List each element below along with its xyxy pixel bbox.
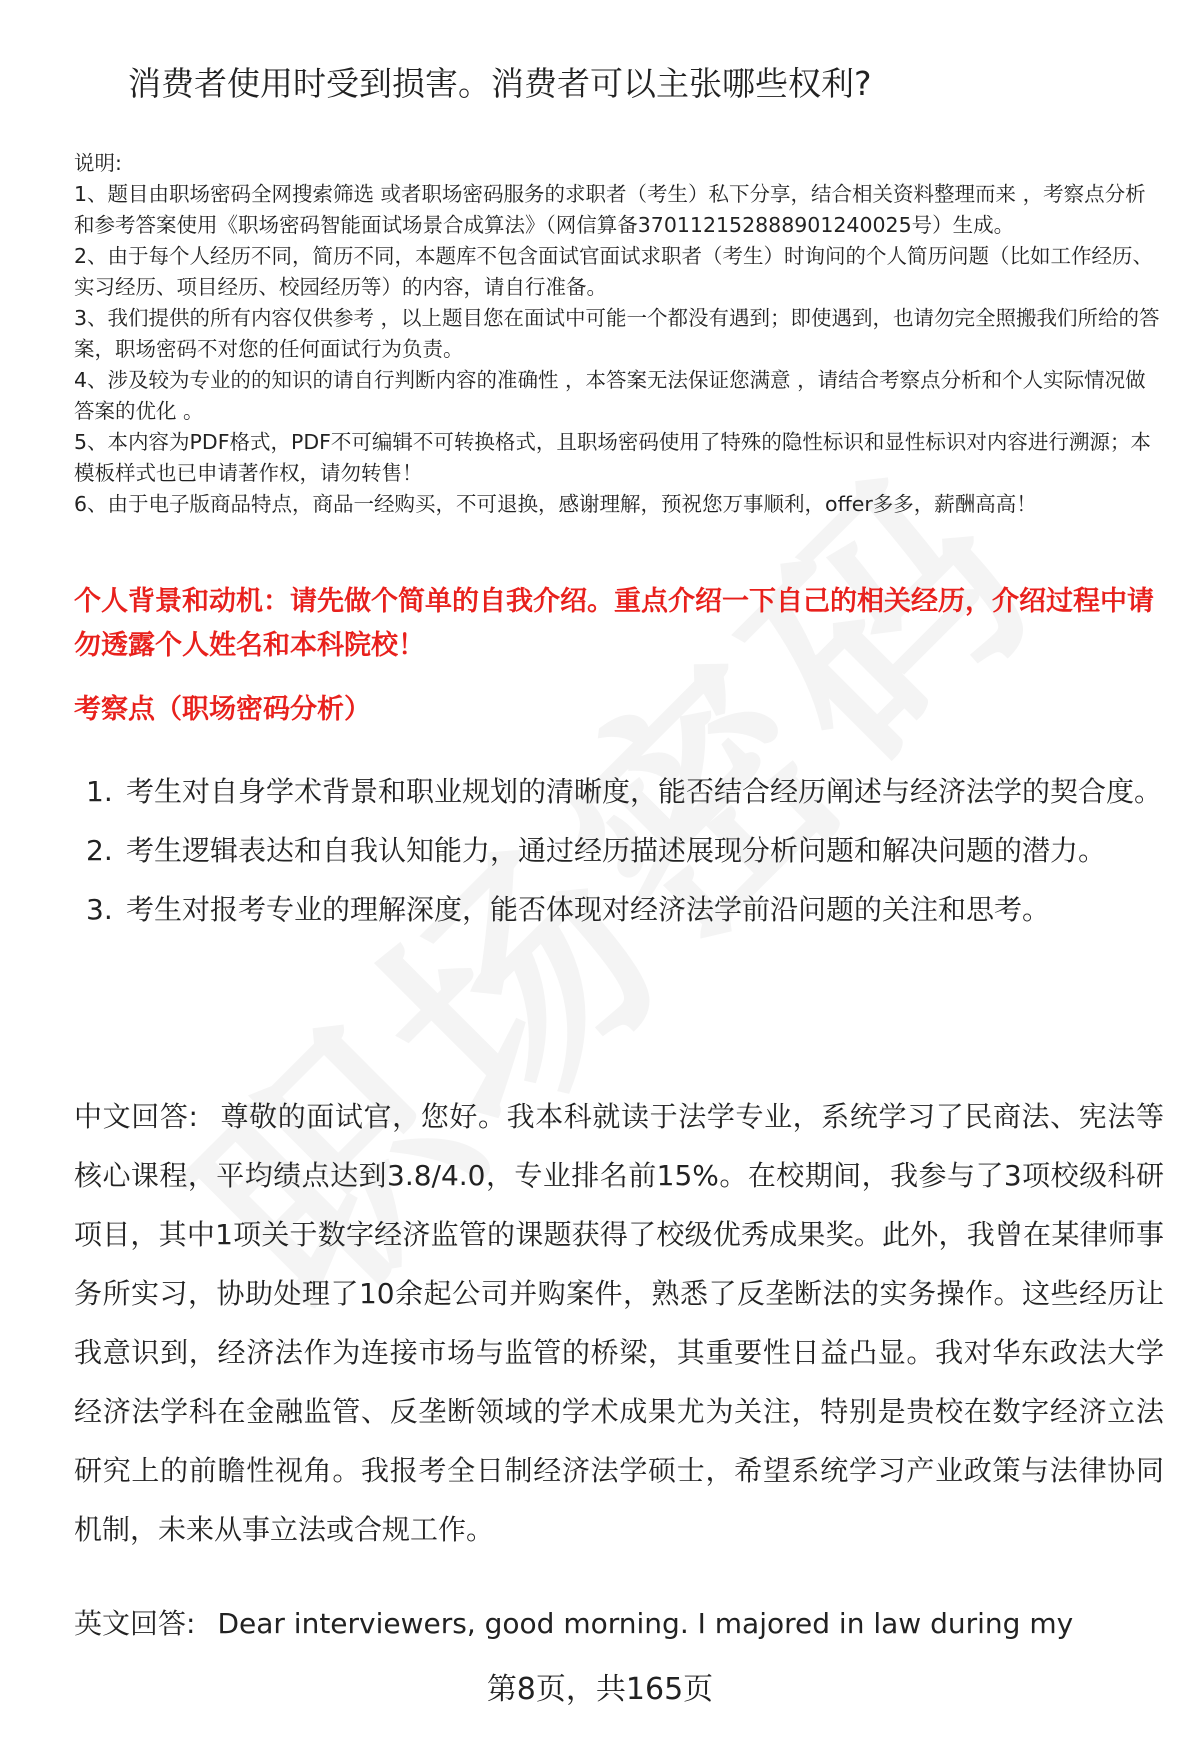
analysis-point [74,821,1164,880]
note-item: 2、由于每个人经历不同，简历不同，本题库不包含面试官面试求职者（考生）时询问的个人简历问题（比如工作经历、实习经历、项目经历、校园经历等）的内容，请自行准备。 [74,244,1154,299]
page-footer: 第8页，共165页 [486,1672,714,1707]
analysis-point [74,762,1164,821]
note-item: 3、我们提供的所有内容仅供参考 ，以上题目您在面试中可能一个都没有遇到；即使遇到，也请勿完全照搬我们所给的答案，职场密码不对您的任何面试行为负责。 [74,306,1160,361]
page-title: 消费者使用时受到损害。消费者可以主张哪些权利? [128,64,872,103]
analysis-points [74,762,1164,939]
note-item: 4、涉及较为专业的的知识的请自行判断内容的准确性 ，本答案无法保证您满意 ，请结合考察点分析和个人实际情况做答案的优化 。 [74,368,1146,423]
english-answer [74,1594,1164,1653]
analysis-heading: 考察点（职场密码分析） [74,694,371,725]
point-text: 考生对自身学术背景和职业规划的清晰度，能否结合经历阐述与经济法学的契合度。 [126,775,1163,808]
notes-heading: 说明: [74,151,122,175]
note-item: 5、本内容为PDF格式，PDF不可编辑不可转换格式，且职场密码使用了特殊的隐性标识和显性标识对内容进行溯源；本模板样式也已申请著作权，请勿转售！ [74,430,1151,485]
point-number: 2. [86,834,113,867]
notes-block [74,148,1164,520]
chinese-answer [74,1087,1164,1559]
chinese-answer-text: 尊敬的面试官，您好。我本科就读于法学专业，系统学习了民商法、宪法等核心课程，平均绩点达到3.8/4.0，专业排名前15%。在校期间，我参与了3项校级科研项目，其中1项关于数字经济监管的课题获得了校级优秀成果奖。此外，我曾在某律师事务所实习，协助处理了10余起公司并购案件，熟悉了反垄断法的实务操作。这些经历让我意识到，经济法作为连接市场与监管的桥梁，其重要性日益凸显。我对华东政法大学经济法学科在金融监管、反垄断领域的学术成果尤为关注，特别是贵校在数字经济立法研究上的前瞻性视角。我报考全日制经济法学硕士，希望系统学习产业政策与法律协同机制，未来从事立法或合规工作。 [74,1100,1164,1546]
question-heading: 个人背景和动机：请先做个简单的自我介绍。重点介绍一下自己的相关经历，介绍过程中请勿透露个人姓名和本科院校！ [74,586,1154,661]
english-answer-text: Dear interviewers, good morning. I majored in law during my [217,1607,1074,1640]
analysis-point [74,880,1164,939]
point-text: 考生对报考专业的理解深度，能否体现对经济法学前沿问题的关注和思考。 [126,893,1051,926]
point-number: 3. [86,893,113,926]
note-item: 6、由于电子版商品特点，商品一经购买，不可退换，感谢理解，预祝您万事顺利，offer多多，薪酬高高！ [74,492,1037,516]
point-number: 1. [86,775,113,808]
english-answer-label: 英文回答: [74,1607,196,1640]
point-text: 考生逻辑表达和自我认知能力，通过经历描述展现分析问题和解决问题的潜力。 [126,834,1107,867]
chinese-answer-label: 中文回答: [74,1100,198,1133]
note-item: 1、题目由职场密码全网搜索筛选 或者职场密码服务的求职者（考生）私下分享，结合相关资料整理而来 ，考察点分析和参考答案使用《职场密码智能面试场景合成算法》（网信算备370112152888901240025号）生成。 [74,182,1146,237]
